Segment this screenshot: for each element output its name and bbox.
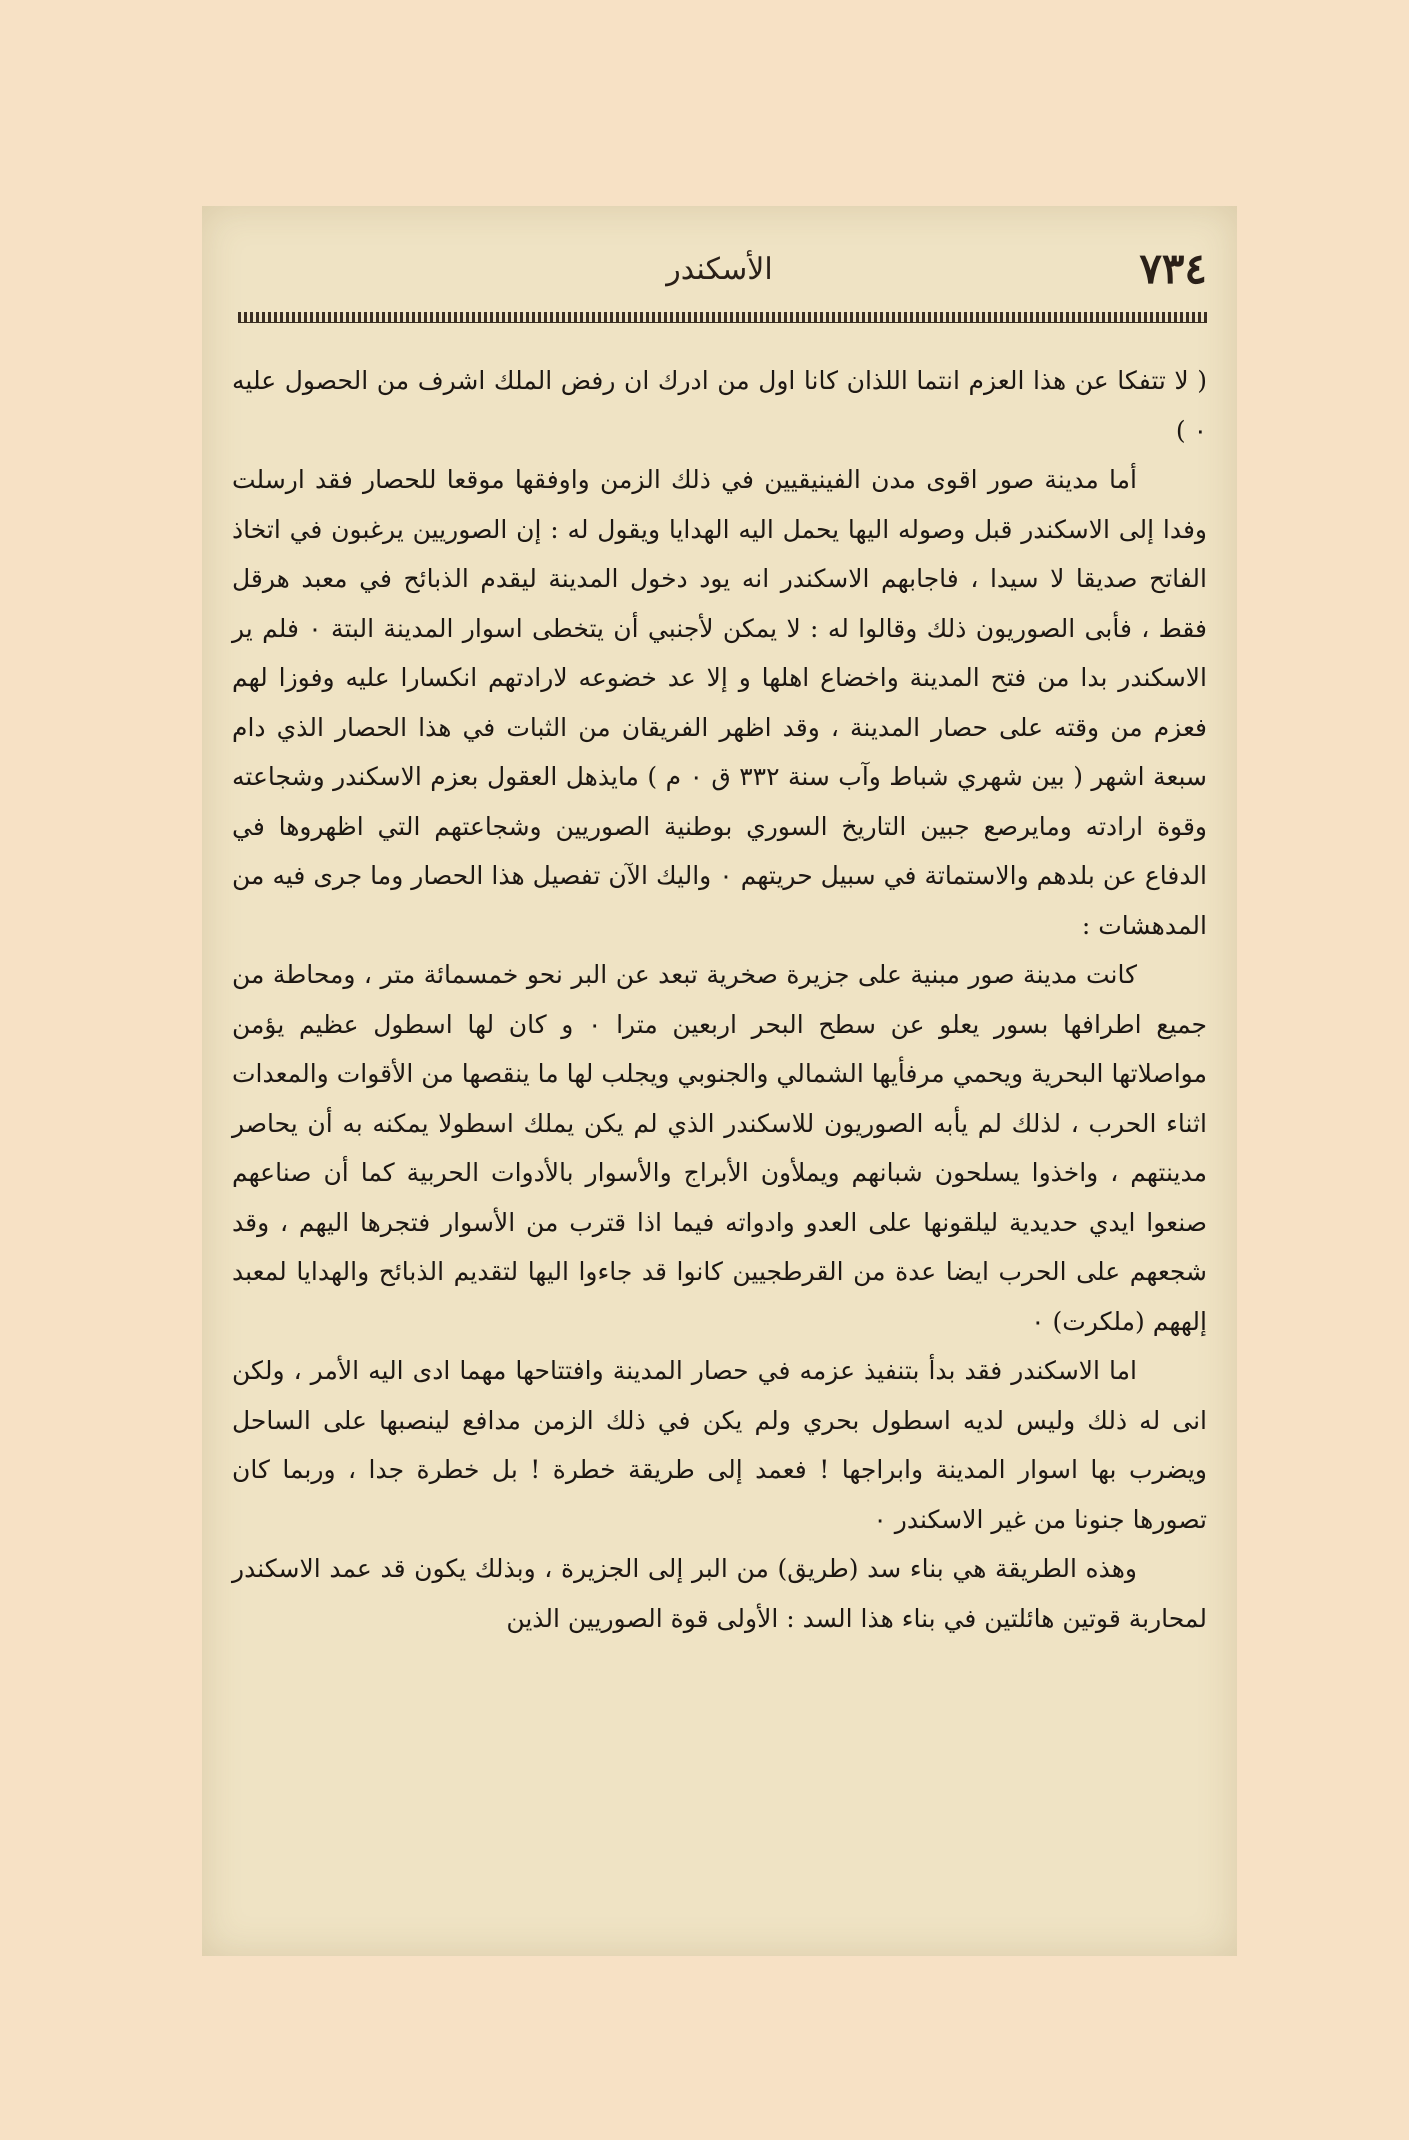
book-page <box>202 206 1237 1956</box>
paragraph: كانت مدينة صور مبنية على جزيرة صخرية تبعد عن البر نحو خمسمائة متر ، ومحاطة من جميع اطرافها بسور يعلو عن سطح البحر اربعين مترا ٠ و كان لها اسطول عظيم يؤمن مواصلاتها البحرية ويحمي مرفأيها الشمالي والجنوبي ويجلب لها ما ينقصها من الأقوات والمعدات اثناء الحرب ، لذلك لم يأبه الصوريون للاسكندر الذي لم يكن يملك اسطولا يمكنه به أن يحاصر مدينتهم ، واخذوا يسلحون شبانهم ويملأون الأبراج والأسوار بالأدوات الحربية كما أن صناعهم صنعوا ايدي حديدية ليلقونها على العدو وادواته فيما اذا قترب من الأسوار فتجرها اليهم ، وقد شجعهم على الحرب ايضا عدة من القرطجيين كانوا قد جاءوا اليها لتقديم الذبائح والهدايا لمعبد إلههم (ملكرت) ٠ <box>232 960 1207 1336</box>
page-header <box>232 244 1207 304</box>
paragraph: اما الاسكندر فقد بدأ بتنفيذ عزمه في حصار المدينة وافتتاحها مهما ادى اليه الأمر ، ولكن انى له ذلك وليس لديه اسطول بحري ولم يكن في ذلك الزمن مدافع لينصبها على الساحل ويضرب بها اسوار المدينة وابراجها ! فعمد إلى طريقة خطرة ! بل خطرة جدا ، وربما كان تصورها جنونا من غير الاسكندر ٠ <box>232 1356 1207 1534</box>
paragraph: أما مدينة صور اقوى مدن الفينيقيين في ذلك الزمن واوفقها موقعا للحصار فقد ارسلت وفدا إلى الاسكندر قبل وصوله اليها يحمل اليه الهدايا ويقول له : إن الصوريين يرغبون في اتخاذ الفاتح صديقا لا سيدا ، فاجابهم الاسكندر انه يود دخول المدينة ليقدم الذبائح في معبد هرقل فقط ، فأبى الصوريون ذلك وقالوا له : لا يمكن لأجنبي أن يتخطى اسوار المدينة البتة ٠ فلم ير الاسكندر بدا من فتح المدينة واخضاع اهلها و إلا عد خضوعه لارادتهم انكسارا عليه وفوزا لهم فعزم من وقته على حصار المدينة ، وقد اظهر الفريقان من الثبات في هذا الحصار الذي دام سبعة اشهر ( بين شهري شباط وآب سنة ٣٣٢ ق ٠ م ) مايذهل العقول بعزم الاسكندر وشجاعته وقوة ارادته ومايرصع جبين التاريخ السوري بوطنية الصوريين وشجاعتهم التي اظهروها في الدفاع عن بلدهم والاستماتة في سبيل حريتهم ٠ واليك الآن تفصيل هذا الحصار وما جرى فيه من المدهشات : <box>232 465 1208 940</box>
page-number: ٧٣٤ <box>1139 244 1207 293</box>
body-text <box>232 356 1207 1643</box>
paragraph: وهذه الطريقة هي بناء سد (طريق) من البر إلى الجزيرة ، وبذلك يكون قد عمد الاسكندر لمحاربة قوتين هائلتين في بناء هذا السد : الأولى قوة الصوريين الذين <box>232 1554 1207 1633</box>
running-title: الأسكندر <box>666 252 773 287</box>
paragraph: ( لا تتفكا عن هذا العزم انتما اللذان كانا اول من ادرك ان رفض الملك اشرف من الحصول عليه ٠ ) <box>232 366 1207 445</box>
header-rule <box>238 312 1207 323</box>
